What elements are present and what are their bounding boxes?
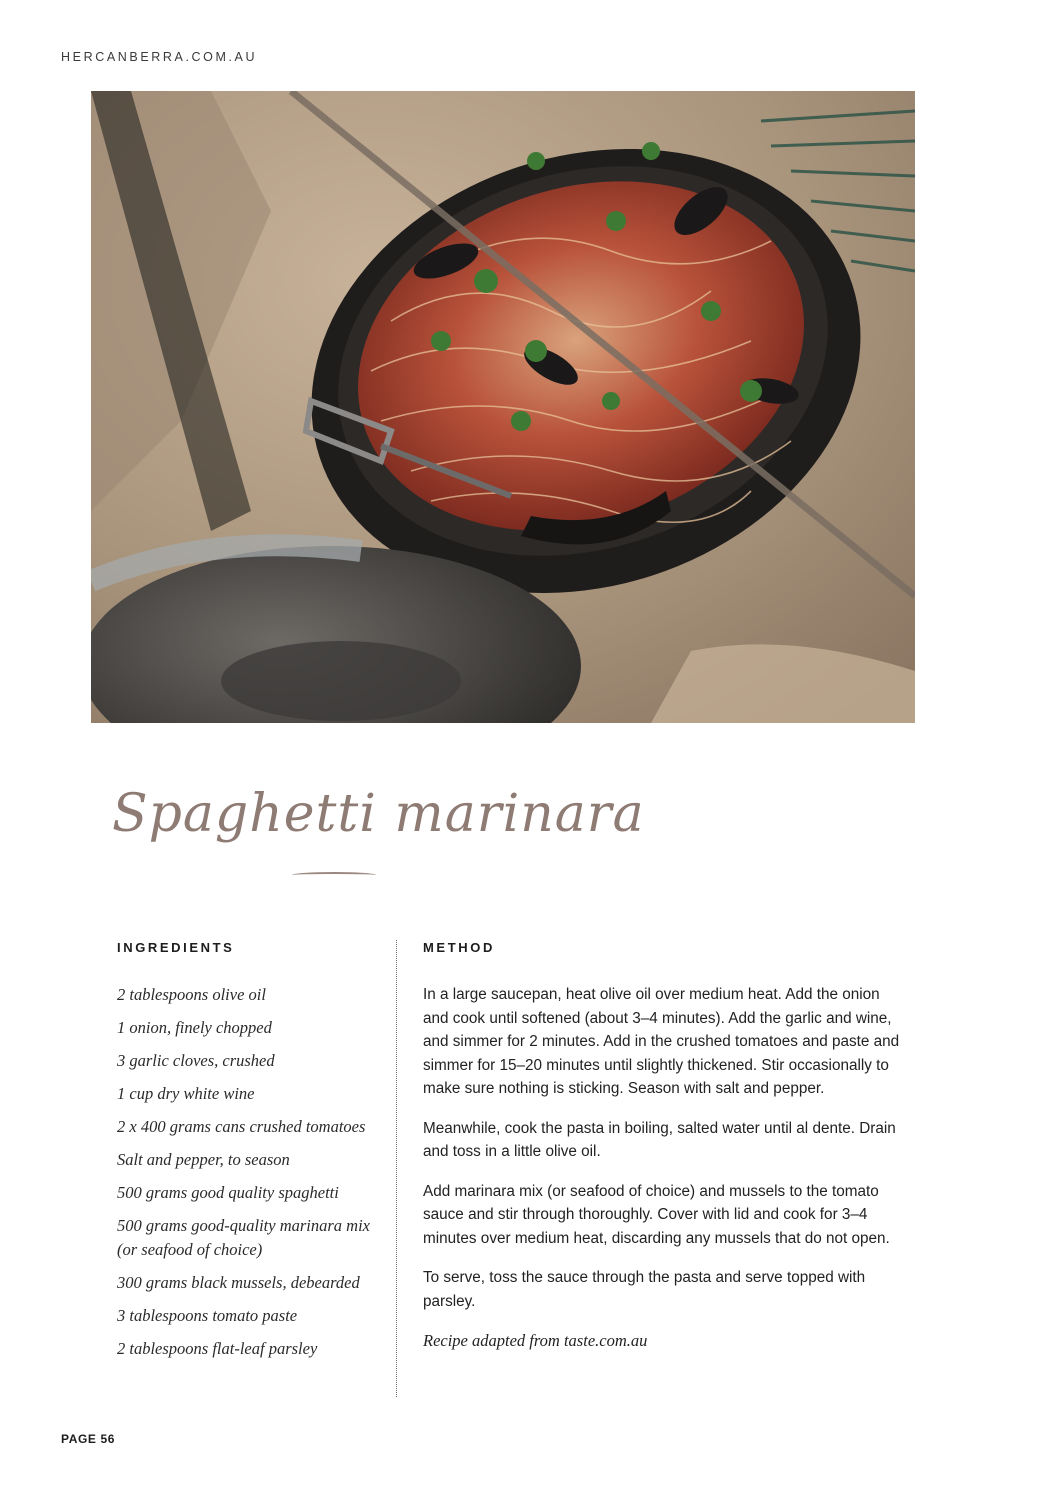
- method-step: Add marinara mix (or seafood of choice) and mussels to the tomato sauce and stir through thoroughly. Cover with lid and cook for 3–4 minutes over medium heat, discarding any mussels that do not open.: [423, 1182, 890, 1247]
- ingredient-item: 2 tablespoons olive oil: [117, 985, 266, 1004]
- method-step: To serve, toss the sauce through the pasta and serve topped with parsley.: [423, 1269, 866, 1310]
- method-heading: METHOD: [423, 940, 495, 955]
- ingredient-item: 3 tablespoons tomato paste: [117, 1306, 298, 1325]
- column-divider: [396, 940, 397, 1397]
- ingredients-list: [117, 983, 379, 1370]
- ingredient-item: 2 x 400 grams cans crushed tomatoes: [117, 1117, 366, 1136]
- ingredients-heading: INGREDIENTS: [117, 940, 235, 955]
- hero-photo: [91, 91, 915, 723]
- ingredient-item: Salt and pepper, to season: [117, 1150, 290, 1169]
- recipe-title-block: [112, 780, 645, 890]
- recipe-title: Spaghetti marinara: [112, 784, 645, 844]
- method-step: Meanwhile, cook the pasta in boiling, salted water until al dente. Drain and toss in a little olive oil.: [423, 1119, 896, 1160]
- ingredient-item: 1 onion, finely chopped: [117, 1018, 272, 1037]
- recipe-credit: Recipe adapted from taste.com.au: [423, 1331, 648, 1350]
- ingredient-item: 2 tablespoons flat-leaf parsley: [117, 1339, 318, 1358]
- ingredient-item: 500 grams good quality spaghetti: [117, 1183, 339, 1202]
- method-section: [423, 983, 903, 1369]
- method-step: In a large saucepan, heat olive oil over medium heat. Add the onion and cook until softened (about 3–4 minutes). Add the garlic and wine, and simmer for 2 minutes. Add in the crushed tomatoes and paste and simmer for 15–20 minutes until slightly thickened. Stir occasionally to make sure nothing is sticking. Season with salt and pepper.: [423, 986, 900, 1097]
- site-url: HERCANBERRA.COM.AU: [61, 50, 258, 64]
- ingredient-item: 300 grams black mussels, debearded: [117, 1273, 360, 1292]
- page-number: PAGE 56: [61, 1432, 115, 1446]
- ingredient-item: 500 grams good-quality marinara mix (or seafood of choice): [117, 1216, 370, 1259]
- ingredient-item: 1 cup dry white wine: [117, 1084, 255, 1103]
- title-underline: [292, 872, 376, 878]
- ingredient-item: 3 garlic cloves, crushed: [117, 1051, 275, 1070]
